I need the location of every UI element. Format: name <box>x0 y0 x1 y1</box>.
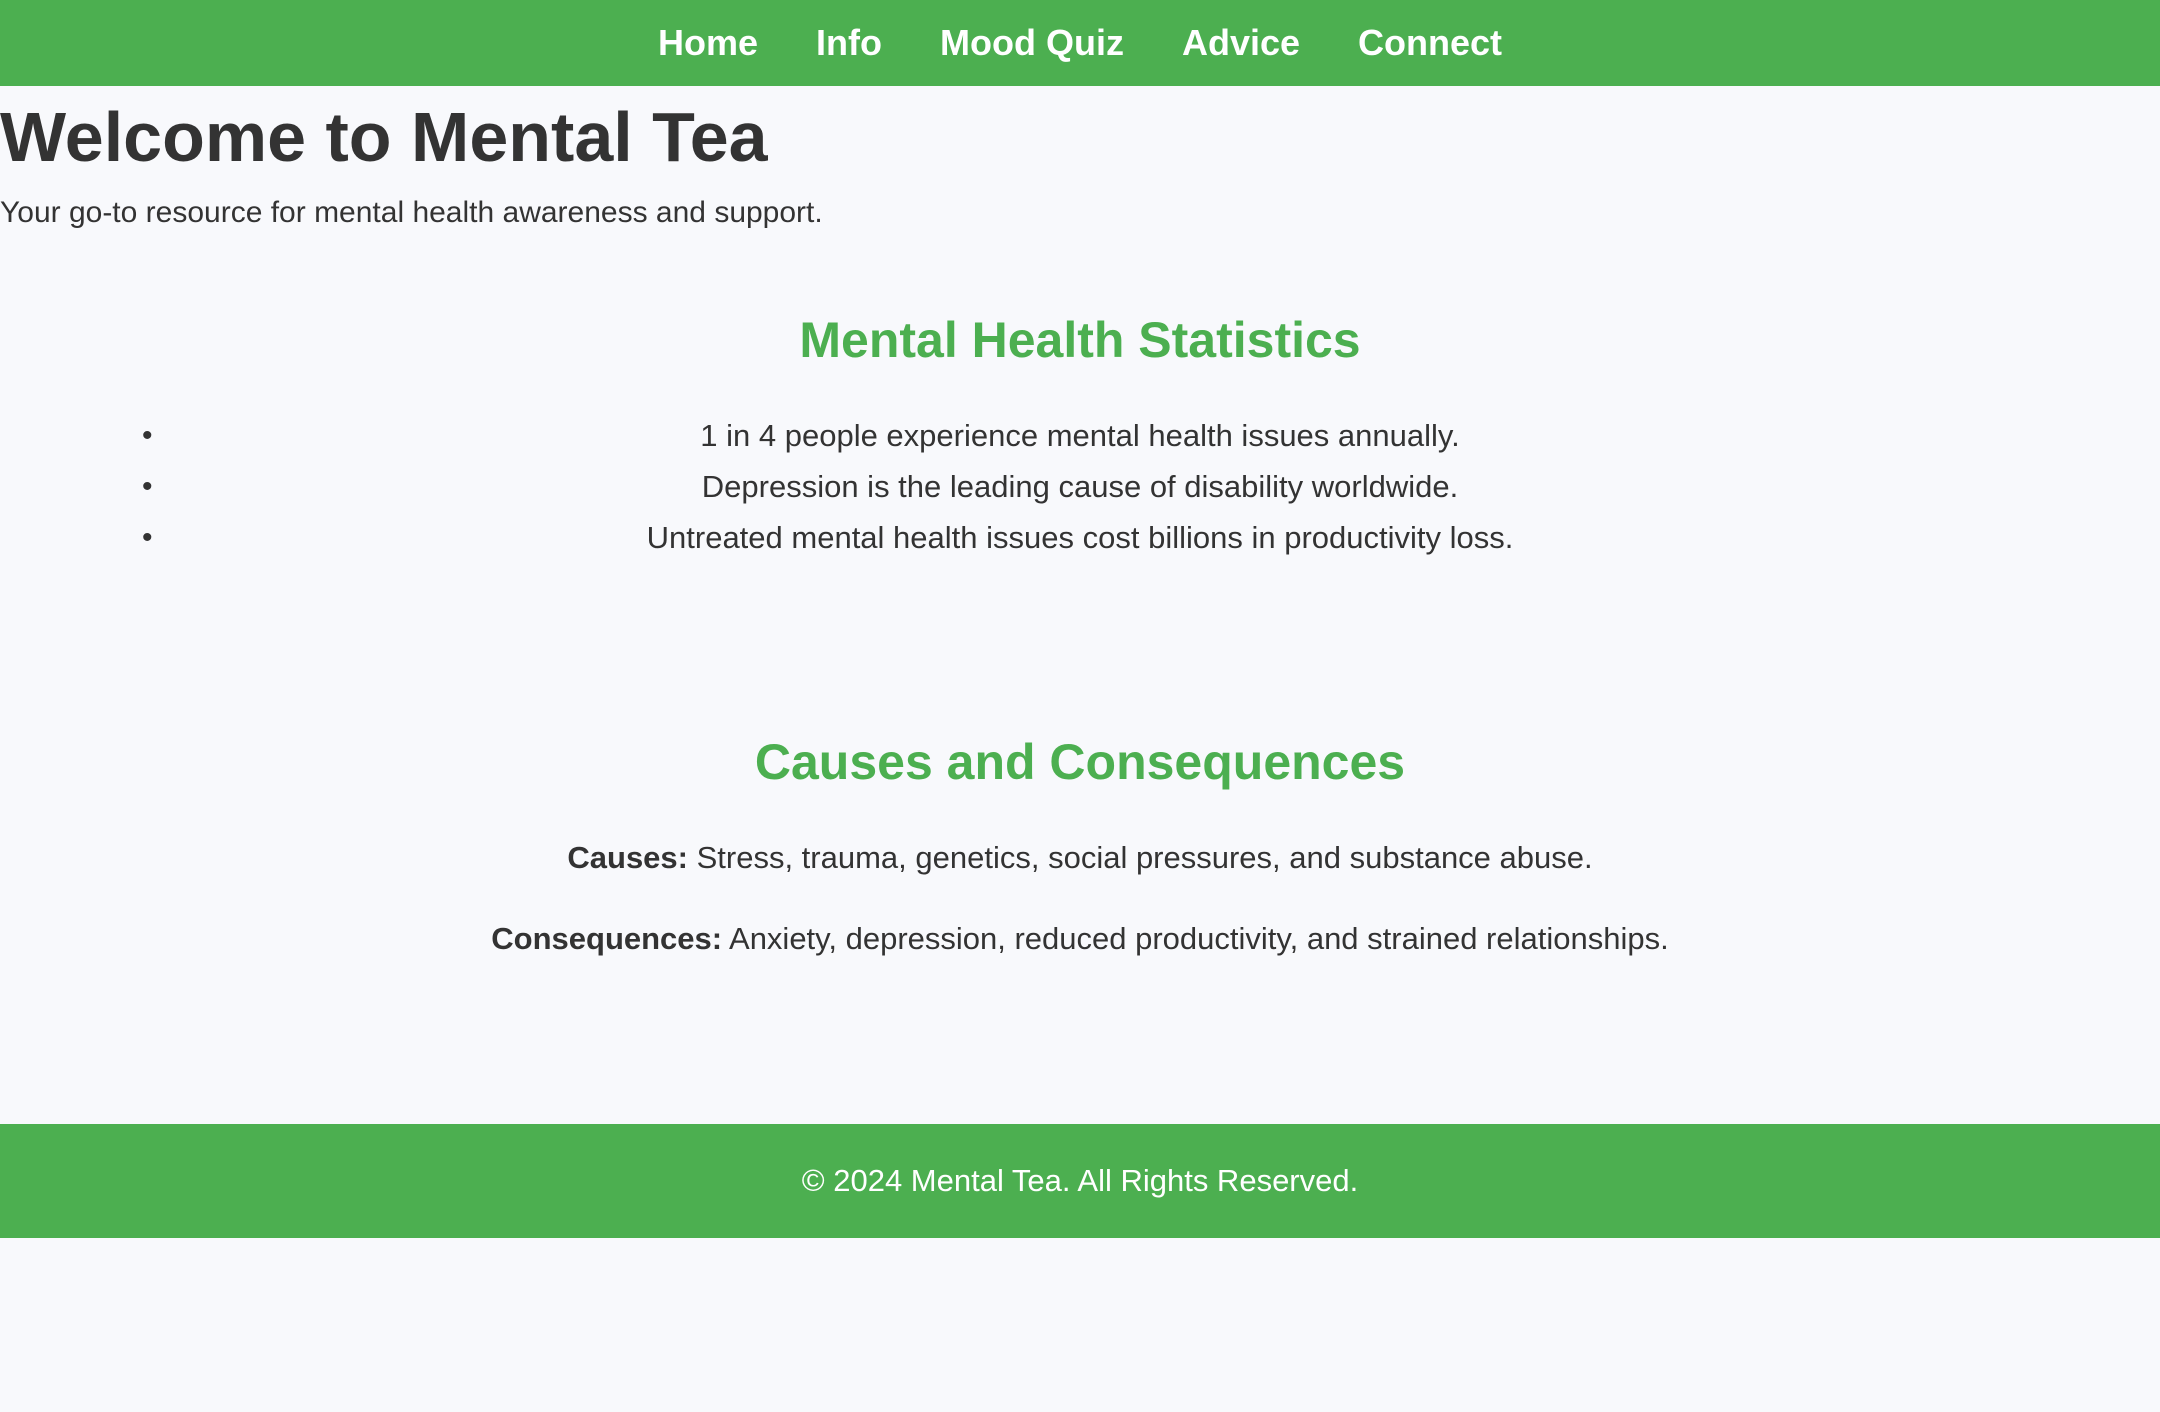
statistics-heading: Mental Health Statistics <box>799 312 1361 368</box>
causes-heading: Causes and Consequences <box>754 734 1406 790</box>
consequences-label: Consequences: <box>491 921 723 956</box>
statistics-item-text: 1 in 4 people experience mental health issues annually. <box>700 418 1460 453</box>
statistics-item-text: Depression is the leading cause of disability worldwide. <box>701 469 1459 504</box>
statistics-list-item <box>0 410 2160 461</box>
page-footer <box>0 1124 2160 1238</box>
bullet-icon: • <box>142 470 153 503</box>
top-navigation-bar <box>0 0 2160 86</box>
causes-label: Causes: <box>567 840 688 875</box>
causes-paragraph <box>0 838 2160 878</box>
page-tagline: Your go-to resource for mental health awareness and support. <box>0 196 823 229</box>
consequences-paragraph <box>0 919 2160 959</box>
causes-text: Stress, trauma, genetics, social pressures, and substance abuse. <box>687 840 1593 875</box>
consequences-text: Anxiety, depression, reduced productivity, and strained relationships. <box>722 921 1669 956</box>
statistics-list-item <box>0 461 2160 512</box>
statistics-list-item <box>0 512 2160 563</box>
nav-link-mood-quiz[interactable]: Mood Quiz <box>939 22 1124 63</box>
bullet-icon: • <box>142 521 153 554</box>
page-title: Welcome to Mental Tea <box>0 98 768 176</box>
footer-copyright: © 2024 Mental Tea. All Rights Reserved. <box>801 1163 1359 1198</box>
statistics-list <box>0 410 2160 563</box>
nav-link-advice[interactable]: Advice <box>1181 22 1301 63</box>
nav-link-info[interactable]: Info <box>816 22 882 63</box>
bullet-icon: • <box>142 419 153 452</box>
nav-link-connect[interactable]: Connect <box>1358 22 1503 63</box>
nav-link-home[interactable]: Home <box>657 22 758 63</box>
statistics-item-text: Untreated mental health issues cost billions in productivity loss. <box>646 520 1514 555</box>
